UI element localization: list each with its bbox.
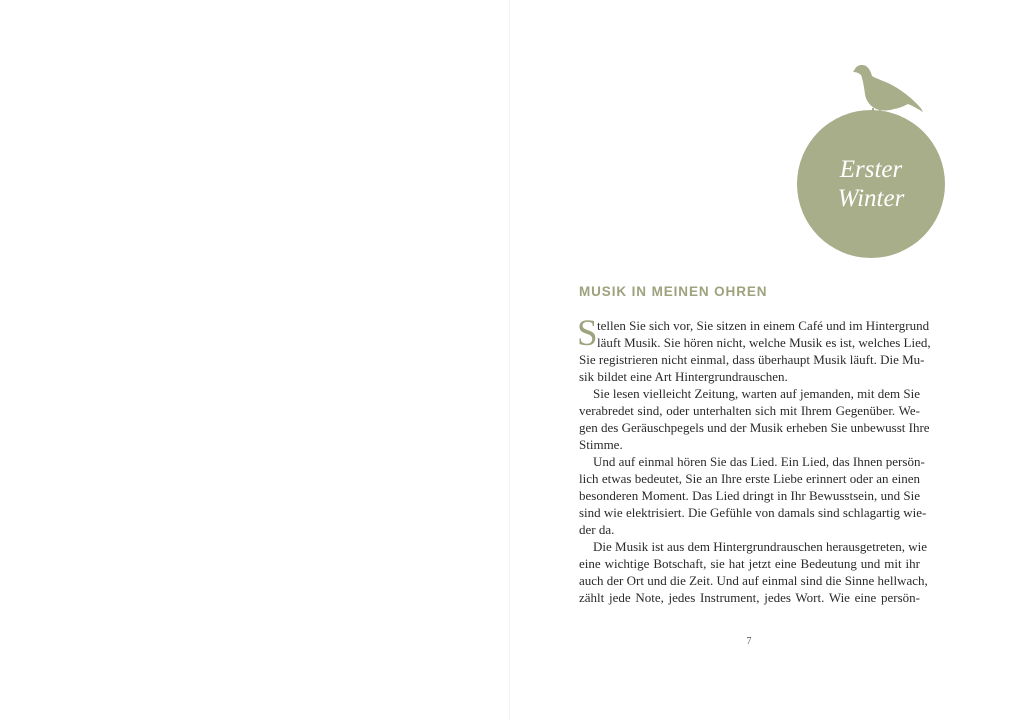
text-line: Sie lesen vielleicht Zeitung, warten auf jemanden, mit dem Sie <box>593 386 920 401</box>
drop-cap: S <box>577 313 598 354</box>
chapter-title: MUSIK IN MEINEN OHREN <box>579 284 768 299</box>
text-line: Sie registrieren nicht einmal, dass überhaupt Musik läuft. Die Mu- <box>579 352 925 367</box>
body-text <box>577 313 931 606</box>
chapter-badge <box>797 110 945 258</box>
bird-icon <box>852 63 924 113</box>
text-line: läuft Musik. Sie hören nicht, welche Musik es ist, welches Lied, <box>597 335 931 350</box>
text-line: besonderen Moment. Das Lied dringt in Ihr Bewusstsein, und Sie <box>579 488 920 503</box>
text-line: tellen Sie sich vor, Sie sitzen in einem Café und im Hintergrund <box>597 318 930 333</box>
page-number: 7 <box>746 636 752 647</box>
text-line: Und auf einmal hören Sie das Lied. Ein Lied, das Ihnen persön- <box>593 454 925 469</box>
text-line: sind wie elektrisiert. Die Gefühle von damals sind schlagartig wie- <box>579 505 927 520</box>
text-line: gen des Geräuschpegels und der Musik erheben Sie unbewusst Ihre <box>579 420 930 435</box>
text-line: Die Musik ist aus dem Hintergrundrauschen herausgetreten, wie <box>593 539 928 554</box>
text-line: sik bildet eine Art Hintergrundrauschen. <box>579 369 788 384</box>
chapter-badge-line2: Winter <box>837 185 905 212</box>
text-line: eine wichtige Botschaft, sie hat jetzt eine Bedeutung und mit ihr <box>579 556 920 571</box>
spread-gutter <box>509 0 510 721</box>
text-line: der da. <box>579 522 615 537</box>
text-line: zählt jede Note, jedes Instrument, jedes Wort. Wie eine persön- <box>579 590 920 605</box>
text-line: lich etwas bedeutet, Sie an Ihre erste Liebe erinnert oder an einen <box>579 471 920 486</box>
chapter-badge-line1: Erster <box>839 156 903 183</box>
text-line: verabredet sind, oder unterhalten sich mit Ihrem Gegenüber. We- <box>579 403 920 418</box>
text-line: auch der Ort und die Zeit. Und auf einmal sind die Sinne hellwach, <box>579 573 928 588</box>
text-line: Stimme. <box>579 437 623 452</box>
